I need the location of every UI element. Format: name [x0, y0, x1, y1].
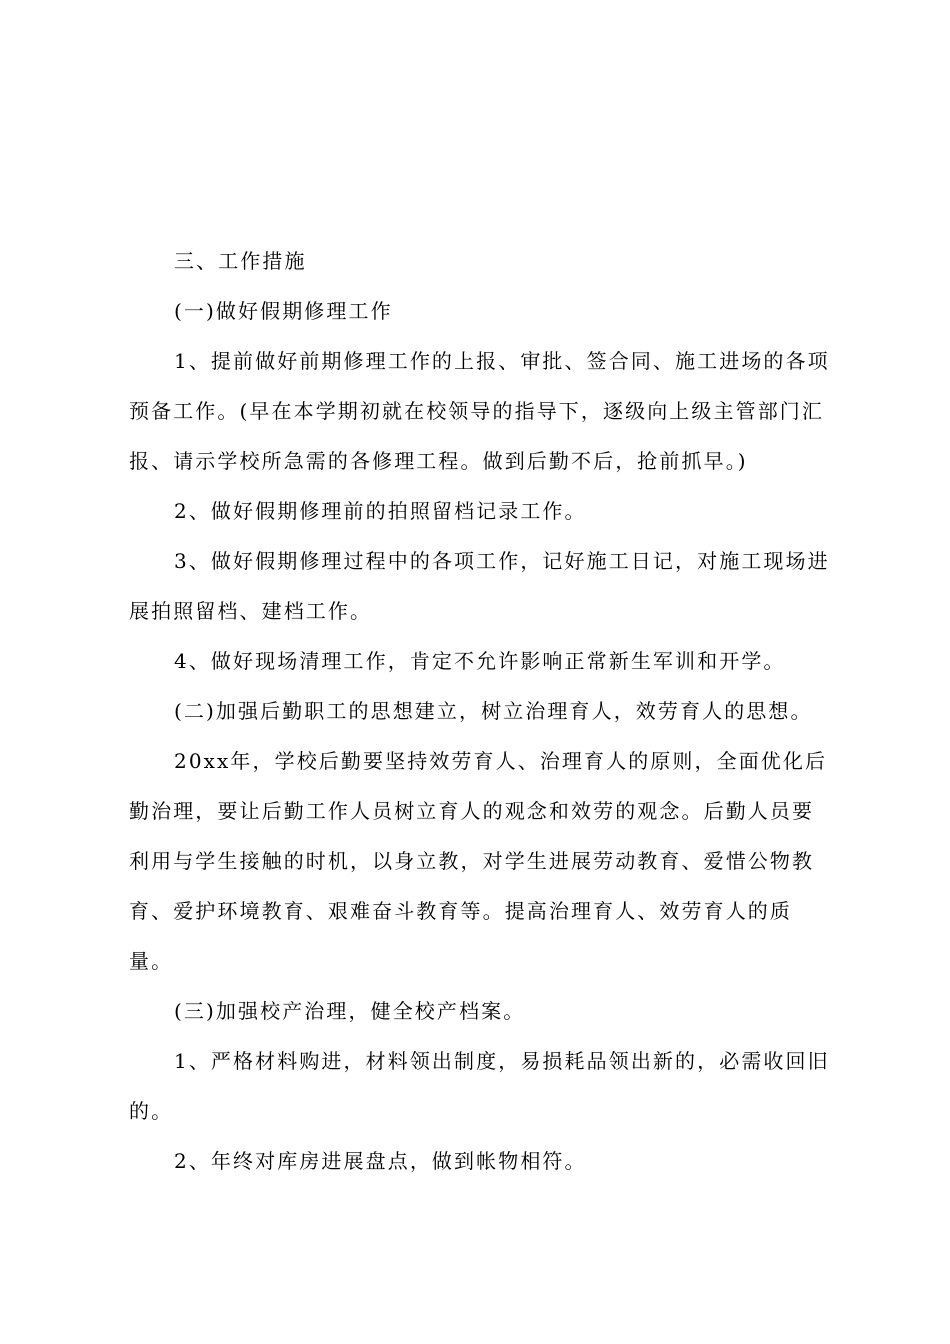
paragraph: 2、做好假期修理前的拍照留档记录工作。: [174, 499, 587, 523]
paragraph: 1、提前做好前期修理工作的上报、审批、签合同、施工进场的各项预备工作。(早在本学期初就在校领导的指导下，逐级向上级主管部门汇报、请示学校所急需的各修理工程。做到后勤不后，抢前抓早。): [129, 349, 830, 473]
paragraph: 2、年终对库房进展盘点，做到帐物相符。: [174, 1149, 587, 1173]
section-heading: 三、工作措施: [174, 249, 307, 273]
document-body: [129, 236, 834, 1186]
subsection-heading-1: (一)做好假期修理工作: [174, 299, 393, 323]
subsection-heading-3: (三)加强校产治理，健全校产档案。: [174, 999, 526, 1023]
paragraph: 3、做好假期修理过程中的各项工作，记好施工日记，对施工现场进展拍照留档、建档工作。: [129, 549, 830, 623]
subsection-heading-2: (二)加强后勤职工的思想建立，树立治理育人，效劳育人的思想。: [174, 699, 813, 723]
paragraph: 20xx年，学校后勤要坚持效劳育人、治理育人的原则，全面优化后勤治理，要让后勤工作人员树立育人的观念和效劳的观念。后勤人员要利用与学生接触的时机，以身立教，对学生进展劳动教育、爱惜公物教育、爱护环境教育、艰难奋斗教育等。提高治理育人、效劳育人的质量。: [129, 749, 828, 973]
paragraph: 1、严格材料购进，材料领出制度，易损耗品领出新的，必需收回旧的。: [129, 1049, 830, 1123]
paragraph: 4、做好现场清理工作，肯定不允许影响正常新生军训和开学。: [174, 649, 786, 673]
